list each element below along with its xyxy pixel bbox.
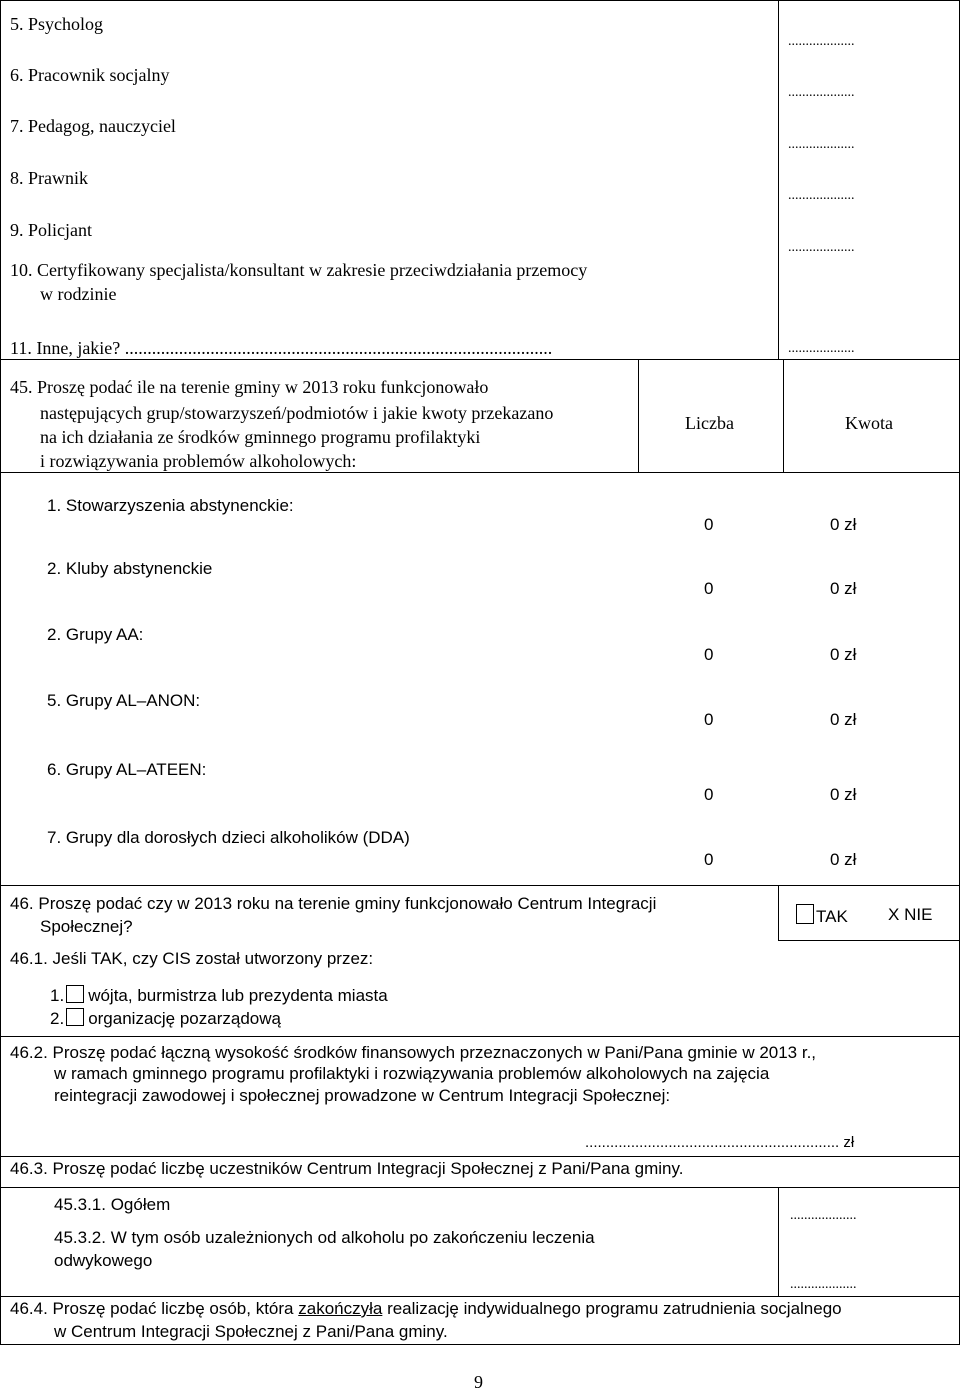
q45-col-amount-header: Kwota — [845, 413, 893, 433]
q4531-label: 45.3.1. Ogółem — [54, 1195, 171, 1214]
q45-question-line: na ich działania ze środków gminnego programu profilaktyki — [40, 427, 481, 447]
q45-divider-2 — [783, 359, 784, 472]
q464-question — [10, 1299, 842, 1319]
list-item-value[interactable]: ................... — [788, 85, 855, 100]
q463-bottom-line — [0, 1187, 960, 1188]
list-item-label-cont: w rodzinie — [40, 284, 117, 304]
q464-underlined-text: zakończyła — [298, 1299, 383, 1318]
list-item-label: 8. Prawnik — [10, 168, 88, 188]
q461-question: 46.1. Jeśli TAK, czy CIS został utworzony przez: — [10, 949, 374, 968]
q45-row-label: 1. Stowarzyszenia abstynenckie: — [47, 496, 294, 515]
page-number: 9 — [474, 1372, 483, 1392]
checkbox-icon[interactable] — [66, 985, 84, 1003]
q4532-value[interactable]: ................... — [790, 1277, 857, 1292]
q45-row-count[interactable]: 0 — [704, 645, 714, 664]
page-bottom-line — [0, 1344, 960, 1345]
q463-question: 46.3. Proszę podać liczbę uczestników Centrum Integracji Społecznej z Pani/Pana gminy. — [10, 1159, 684, 1178]
q46-option-no-label: NIE — [904, 905, 933, 924]
q4532-label: 45.3.2. W tym osób uzależnionych od alkoholu po zakończeniu leczenia — [54, 1228, 595, 1247]
q46-option-no[interactable] — [888, 905, 932, 925]
q45-row-label: 5. Grupy AL–ANON: — [47, 691, 201, 710]
list-item-label: 9. Policjant — [10, 220, 92, 240]
q45-row-amount[interactable]: 0 zł — [830, 579, 857, 598]
q45-row-amount[interactable]: 0 zł — [830, 785, 857, 804]
q46-answer-left — [778, 885, 779, 941]
q45-row-count[interactable]: 0 — [704, 515, 714, 534]
q45-row-amount[interactable]: 0 zł — [830, 850, 857, 869]
q45-row-amount[interactable]: 0 zł — [830, 710, 857, 729]
checkbox-icon[interactable] — [66, 1008, 84, 1026]
q45-table-bottom — [0, 885, 960, 886]
list-item-label: 5. Psycholog — [10, 14, 104, 34]
q464-question-line: w Centrum Integracji Społecznej z Pani/Pana gminy. — [54, 1322, 448, 1341]
q461-option-num: 1. — [50, 986, 65, 1005]
q461-option-2[interactable] — [50, 1008, 281, 1029]
q461-option-num: 2. — [50, 1009, 65, 1028]
q46-option-yes[interactable] — [796, 904, 848, 927]
q46-answer-bottom — [778, 940, 960, 941]
q461-option-label: wójta, burmistrza lub prezydenta miasta — [88, 986, 388, 1005]
q462-bottom-line — [0, 1156, 960, 1157]
list-item-value[interactable]: ................... — [788, 341, 855, 356]
q45-row-label: 2. Grupy AA: — [47, 625, 144, 644]
q46-question-line: 46. Proszę podać czy w 2013 roku na terenie gminy funkcjonowało Centrum Integracji — [10, 894, 657, 913]
list-item-label: 10. Certyfikowany specjalista/konsultant w zakresie przeciwdziałania przemocy — [10, 260, 588, 280]
q462-answer-field[interactable]: ............................................................. zł — [585, 1134, 855, 1151]
q45-row-count[interactable]: 0 — [704, 850, 714, 869]
q45-row-count[interactable]: 0 — [704, 579, 714, 598]
list-item-label: 11. Inne, jakie? ............................................................................................... — [10, 338, 553, 358]
x-mark-icon: X — [888, 905, 900, 924]
q45-row-label: 2. Kluby abstynenckie — [47, 559, 213, 578]
q45-row-amount[interactable]: 0 zł — [830, 515, 857, 534]
q45-row-label: 7. Grupy dla dorosłych dzieci alkoholików (DDA) — [47, 828, 410, 847]
checkbox-icon[interactable] — [796, 904, 814, 924]
q462-question-line: 46.2. Proszę podać łączną wysokość środków finansowych przeznaczonych w Pani/Pana gminie w 2013 r., — [10, 1043, 817, 1062]
frame-left-line — [0, 0, 1, 1345]
list-column-divider — [778, 0, 779, 360]
list-item-label: 6. Pracownik socjalny — [10, 65, 170, 85]
list-item-value[interactable]: ................... — [788, 188, 855, 203]
q45-col-count-header: Liczba — [685, 413, 734, 433]
q464-text: realizację indywidualnego programu zatrudnienia socjalnego — [382, 1299, 842, 1318]
q464-text: 46.4. Proszę podać liczbę osób, która — [10, 1299, 299, 1318]
q461-option-label: organizację pozarządową — [88, 1009, 281, 1028]
q461-option-1[interactable] — [50, 985, 388, 1006]
q45-question-line: 45. Proszę podać ile na terenie gminy w 2013 roku funkcjonowało — [10, 377, 489, 397]
q45-header-bottom — [0, 472, 960, 473]
list-item-value[interactable]: ................... — [788, 34, 855, 49]
list-item-label: 7. Pedagog, nauczyciel — [10, 116, 176, 136]
list-bottom-line — [0, 359, 960, 360]
q462-question-line: w ramach gminnego programu profilaktyki i rozwiązywania problemów alkoholowych na zajęcia — [54, 1064, 770, 1083]
q45-question-line: i rozwiązywania problemów alkoholowych: — [40, 451, 357, 471]
q461-bottom-line — [0, 1036, 960, 1037]
q45-row-count[interactable]: 0 — [704, 785, 714, 804]
q45-question-line: następujących grup/stowarzyszeń/podmiotów i jakie kwoty przekazano — [40, 403, 554, 423]
q46-question-line: Społecznej? — [40, 917, 133, 936]
q453-divider — [778, 1187, 779, 1297]
frame-top-line — [0, 0, 960, 1]
list-item-value[interactable]: ................... — [788, 240, 855, 255]
q45-row-count[interactable]: 0 — [704, 710, 714, 729]
q4532-label-cont: odwykowego — [54, 1251, 153, 1270]
q45-row-amount[interactable]: 0 zł — [830, 645, 857, 664]
q45-row-label: 6. Grupy AL–ATEEN: — [47, 760, 207, 779]
q462-question-line: reintegracji zawodowej i społecznej prowadzone w Centrum Integracji Społecznej: — [54, 1086, 671, 1105]
q453-bottom-line — [0, 1296, 960, 1297]
q45-divider-1 — [638, 359, 639, 472]
q4531-value[interactable]: ................... — [790, 1208, 857, 1223]
list-item-value[interactable]: ................... — [788, 137, 855, 152]
q46-option-yes-label: TAK — [816, 907, 848, 926]
